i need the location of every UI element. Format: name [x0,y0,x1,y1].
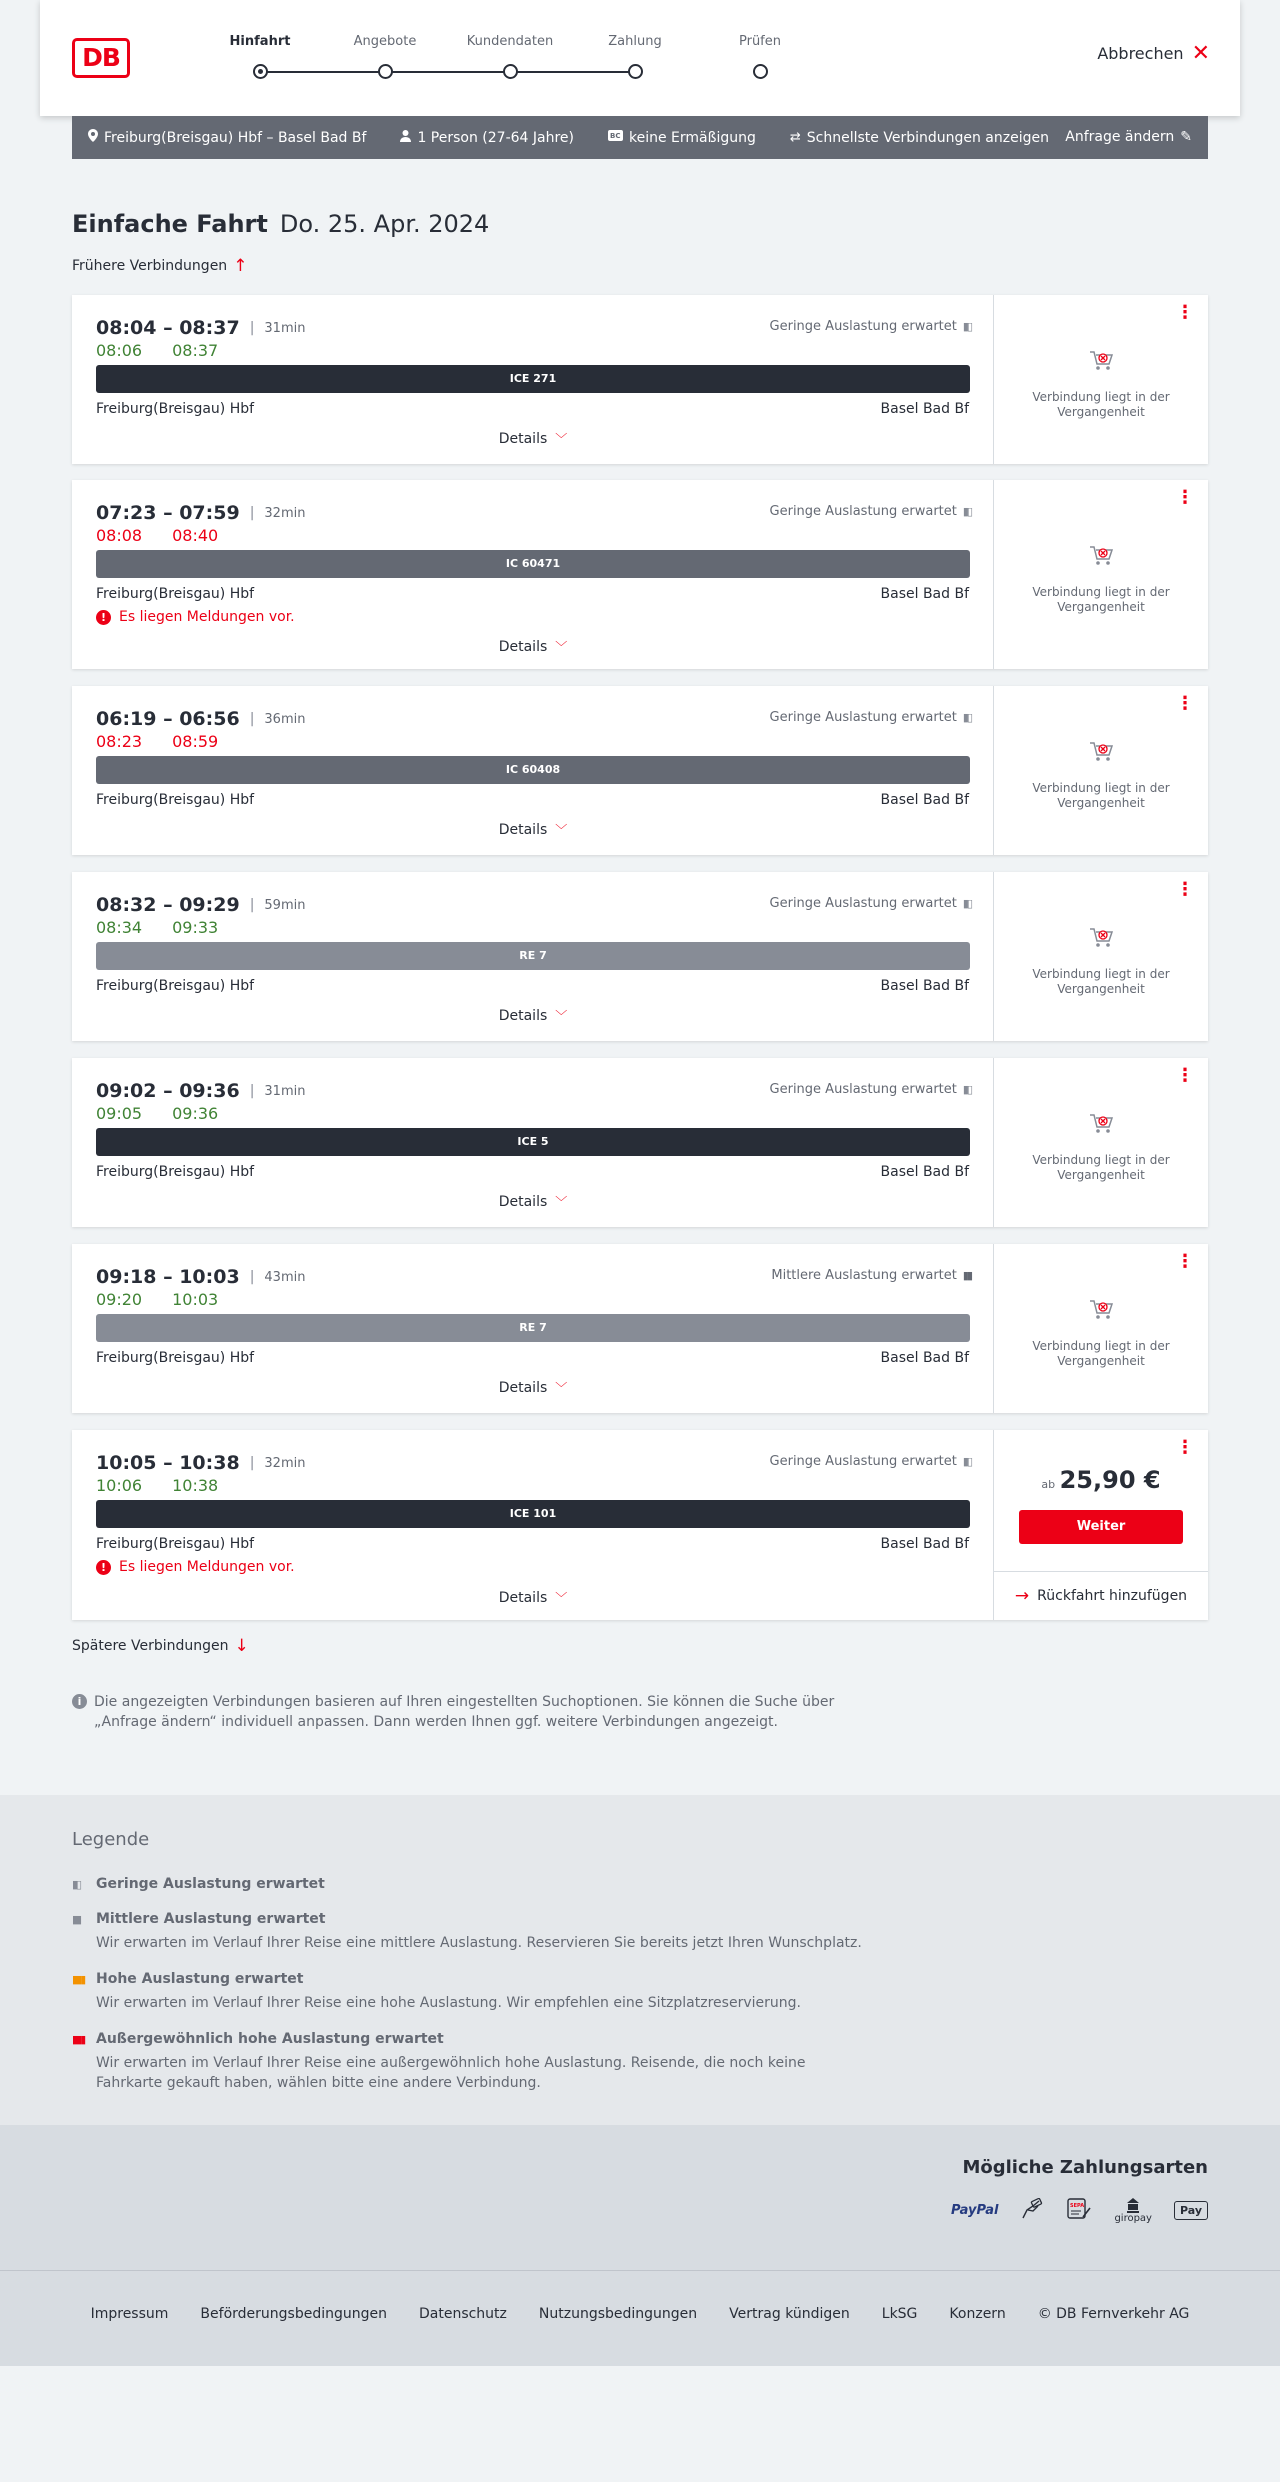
chevron-down-icon: ﹀ [555,823,568,837]
option-text: Schnellste Verbindungen anzeigen [806,129,1049,146]
details-toggle[interactable] [72,430,994,447]
separator: | [249,505,255,521]
details-toggle[interactable] [72,1589,994,1606]
footer-link-nutzungsbedingungen[interactable]: Nutzungsbedingungen [538,2306,698,2322]
occupancy-label: Geringe Auslastung erwartet [769,319,957,334]
change-request-button[interactable] [1065,129,1192,145]
step-label: Angebote [353,34,417,49]
swap-arrows-icon: ⇄ [789,130,801,145]
connection-times [96,1452,305,1474]
legend-item-title: Geringe Auslastung erwartet [96,1876,325,1892]
details-toggle[interactable] [72,821,994,838]
occupancy-low-icon: ▮▯ [962,320,971,333]
occupancy-indicator [770,504,971,519]
occupancy-label: Geringe Auslastung erwartet [769,896,957,911]
connection-main [72,1244,994,1413]
details-label: Details [498,1193,548,1210]
cart-unavailable-icon [1088,349,1114,373]
realtime-arrival: 09:33 [172,918,219,937]
person-icon [400,130,411,146]
step-dot [503,64,518,79]
realtime-departure: 09:20 [96,1290,143,1309]
option-summary [790,130,1049,146]
arrival-station: Basel Bad Bf [880,1350,969,1366]
connection-main [72,1430,994,1620]
svg-text:BC: BC [610,132,621,140]
connection-card[interactable] [72,480,1208,669]
occupancy-indicator [770,710,971,725]
legend-item-text: Wir erwarten im Verlauf Ihrer Reise eine außergewöhnlich hohe Auslastung. Reisende, die noch keine Fahrkarte gekauft haben, wählen bitte eine andere Verbindung. [96,2055,806,2091]
step-kundendaten [460,34,560,52]
cart-unavailable-icon [1088,1112,1114,1136]
past-connection-text: Verbindung liegt in der Vergangenheit [1032,1339,1170,1368]
realtime-times [96,732,218,751]
realtime-arrival: 08:40 [172,526,219,545]
legend-item-title: Hohe Auslastung erwartet [96,1971,304,1987]
separator: | [249,1455,255,1471]
occupancy-low-icon: ▮▯ [72,1877,81,1891]
arrow-up-icon: ↑ [233,256,248,276]
planned-time: 06:19 – 06:56 [96,708,240,730]
arrival-station: Basel Bad Bf [880,586,969,602]
footer-link-vertrag-kuendigen[interactable]: Vertrag kündigen [729,2306,850,2322]
realtime-departure: 10:06 [96,1476,143,1495]
chevron-down-icon: ﹀ [555,1195,568,1209]
step-line [260,71,635,73]
price-display [994,1466,1208,1494]
arrival-station: Basel Bad Bf [880,792,969,808]
pencil-icon: ✎ [1180,129,1192,145]
occupancy-label: Geringe Auslastung erwartet [769,504,957,519]
realtime-times [96,1290,218,1309]
occupancy-label: Mittlere Auslastung erwartet [771,1268,957,1283]
step-angebote [335,34,435,52]
step-zahlung [585,34,685,52]
connection-card[interactable] [72,872,1208,1041]
separator: | [249,711,255,727]
alert-icon: ! [96,1560,111,1575]
realtime-arrival: 09:36 [172,1104,219,1123]
alert-icon: ! [96,610,111,625]
occupancy-low-icon: ▮▯ [962,897,971,910]
cart-unavailable-icon [1088,740,1114,764]
departure-station: Freiburg(Breisgau) Hbf [96,792,255,808]
train-bar: ICE 5 [96,1128,970,1156]
chevron-down-icon: ﹀ [555,640,568,654]
continue-button[interactable]: Weiter [1019,1510,1183,1544]
departure-station: Freiburg(Breisgau) Hbf [96,978,255,994]
realtime-arrival: 08:59 [172,732,219,751]
duration: 31min [264,320,306,336]
realtime-departure: 09:05 [96,1104,143,1123]
occupancy-low-icon: ▮▯ [962,1455,971,1468]
occupancy-indicator [770,1082,971,1097]
giropay-icon [1114,2197,1152,2224]
occupancy-low-icon: ▮▯ [962,505,971,518]
cart-unavailable-icon [1088,926,1114,950]
connection-card[interactable] [72,1244,1208,1413]
earlier-connections-link[interactable] [72,258,247,274]
disruption-text: Es liegen Meldungen vor. [119,1559,295,1575]
connection-main [72,686,994,855]
add-return-trip-button[interactable] [994,1571,1208,1619]
connection-side [994,1244,1208,1413]
arrival-station: Basel Bad Bf [880,1536,969,1552]
planned-time: 09:02 – 09:36 [96,1080,240,1102]
connection-times [96,1266,305,1288]
departure-station: Freiburg(Breisgau) Hbf [96,586,255,602]
details-label: Details [498,821,548,838]
step-dot [628,64,643,79]
step-label: Prüfen [738,34,781,49]
legend-item-title: Außergewöhnlich hohe Auslastung erwartet [96,2031,444,2047]
step-label: Kundendaten [466,34,554,49]
bahncard-icon [608,130,623,145]
price-prefix: ab [1041,1478,1056,1491]
connection-main [72,872,994,1041]
more-options-icon[interactable]: ⋮ [1176,302,1194,323]
legend-item-heading [72,1971,872,1987]
legend-item-high [72,1971,872,2013]
cart-unavailable-icon [1088,1298,1114,1322]
occupancy-indicator [770,319,971,334]
legend-item-title: Mittlere Auslastung erwartet [96,1911,326,1927]
departure-station: Freiburg(Breisgau) Hbf [96,401,255,417]
duration: 32min [264,1455,306,1471]
details-label: Details [498,1007,548,1024]
departure-station: Freiburg(Breisgau) Hbf [96,1350,255,1366]
travellers-text: 1 Person (27-64 Jahre) [417,129,574,146]
chevron-down-icon: ﹀ [555,1009,568,1023]
occupancy-label: Geringe Auslastung erwartet [769,1454,957,1469]
train-bar: IC 60471 [96,550,970,578]
connection-times [96,317,305,339]
header [40,0,1240,116]
separator: | [249,1269,255,1285]
past-connection-text: Verbindung liegt in der Vergangenheit [1032,390,1170,419]
occupancy-exceptional-icon: ▮▮▮ [72,2032,85,2046]
location-pin-icon [88,129,98,146]
footer-link-impressum[interactable]: Impressum [90,2306,169,2322]
planned-time: 09:18 – 10:03 [96,1266,240,1288]
connection-card[interactable] [72,295,1208,464]
later-connections-label: Spätere Verbindungen [72,1638,229,1654]
duration: 36min [264,711,306,727]
details-label: Details [498,430,548,447]
step-dot [753,64,768,79]
realtime-arrival: 10:38 [172,1476,219,1495]
occupancy-indicator [770,1454,971,1469]
payment-methods [951,2197,1208,2224]
connection-main [72,1058,994,1227]
step-pruefen [710,34,810,52]
legend-section [0,1795,1280,2125]
earlier-connections-label: Frühere Verbindungen [72,258,228,274]
connection-times [96,708,305,730]
past-connection-text: Verbindung liegt in der Vergangenheit [1032,585,1170,614]
separator: | [249,320,255,336]
footer-link-datenschutz[interactable]: Datenschutz [418,2306,507,2322]
sepa-icon [1066,2197,1092,2224]
realtime-departure: 08:23 [96,732,143,751]
footer-copyright: © DB Fernverkehr AG [1037,2306,1190,2322]
connection-side [994,1058,1208,1227]
disruption-message[interactable] [96,609,295,625]
duration: 31min [264,1083,306,1099]
more-options-icon[interactable]: ⋮ [1176,1251,1194,1272]
occupancy-label: Geringe Auslastung erwartet [769,1082,957,1097]
train-bar: RE 7 [96,1314,970,1342]
legend-item-text: Wir erwarten im Verlauf Ihrer Reise eine hohe Auslastung. Wir empfehlen eine Sitzplatzreservierung. [96,1995,801,2011]
realtime-times [96,1104,218,1123]
legend-item-text: Wir erwarten im Verlauf Ihrer Reise eine mittlere Auslastung. Reservieren Sie bereits jetzt Ihren Wunschplatz. [96,1935,862,1951]
footer-links [0,2306,1280,2322]
paypal-icon: PayPal [950,2203,999,2218]
occupancy-high-icon: ▮▮▮ [72,1972,85,1986]
details-label: Details [498,1379,548,1396]
occupancy-indicator [770,896,971,911]
duration: 43min [264,1269,306,1285]
planned-time: 07:23 – 07:59 [96,502,240,524]
separator: | [249,1083,255,1099]
arrival-station: Basel Bad Bf [880,401,969,417]
occupancy-low-icon: ▮▯ [962,711,971,724]
chevron-down-icon: ﹀ [555,1381,568,1395]
connection-main [72,295,994,464]
connection-times [96,894,305,916]
step-label: Zahlung [608,34,662,49]
connection-card[interactable] [72,686,1208,855]
connection-side [994,1430,1208,1620]
occupancy-low-icon: ▮▯ [962,1083,971,1096]
trip-type: Einfache Fahrt [72,210,268,238]
step-hinfahrt [210,34,310,52]
page-title [72,210,489,238]
legend-item-low [72,1876,872,1892]
realtime-arrival: 10:03 [172,1290,219,1309]
chevron-down-icon: ﹀ [555,432,568,446]
more-options-icon[interactable]: ⋮ [1176,1065,1194,1086]
close-icon: ✕ [1191,40,1210,66]
discount-summary [608,130,756,146]
connection-side [994,295,1208,464]
connection-card[interactable] [72,1430,1208,1620]
realtime-departure: 08:06 [96,341,143,360]
arrival-station: Basel Bad Bf [880,978,969,994]
footer-link-lksg[interactable]: LkSG [881,2306,918,2322]
later-connections-link[interactable] [72,1638,249,1654]
payment-title: Mögliche Zahlungsarten [962,2157,1208,2178]
connection-times [96,502,305,524]
db-logo[interactable]: DB [72,38,130,78]
arrow-right-icon: → [1014,1585,1030,1606]
past-connection-text: Verbindung liegt in der Vergangenheit [1032,1153,1170,1182]
info-icon: i [72,1694,87,1709]
separator: | [249,897,255,913]
departure-station: Freiburg(Breisgau) Hbf [96,1164,255,1180]
realtime-arrival: 08:37 [172,341,219,360]
more-options-icon[interactable]: ⋮ [1176,487,1194,508]
train-bar: RE 7 [96,942,970,970]
details-label: Details [498,1589,548,1606]
arrival-station: Basel Bad Bf [880,1164,969,1180]
duration: 59min [264,897,306,913]
connection-main [72,480,994,669]
discount-text: keine Ermäßigung [629,129,756,146]
footer-link-konzern[interactable]: Konzern [949,2306,1006,2322]
connection-side [994,872,1208,1041]
cancel-button[interactable] [1097,40,1210,66]
details-toggle[interactable] [72,1007,994,1024]
past-connection-text: Verbindung liegt in der Vergangenheit [1032,967,1170,996]
add-return-trip-label: Rückfahrt hinzufügen [1037,1587,1188,1604]
credit-card-hand-icon [1020,2198,1044,2223]
legend-item-exceptional [72,2031,872,2093]
cart-unavailable-icon [1088,544,1114,568]
details-toggle[interactable] [72,1193,994,1210]
realtime-times [96,1476,218,1495]
cancel-label: Abbrechen [1097,44,1184,63]
step-dot [378,64,393,79]
disruption-text: Es liegen Meldungen vor. [119,609,295,625]
travel-date: Do. 25. Apr. 2024 [279,210,490,238]
legend-item-heading [72,1911,872,1927]
connection-times [96,1080,305,1102]
connection-side [994,686,1208,855]
occupancy-medium-icon: ▮▮ [962,1269,971,1282]
info-text: Die angezeigten Verbindungen basieren auf Ihren eingestellten Suchoptionen. Sie können die Suche über „Anfrage ändern“ individuell anpassen. Dann werden Ihnen ggf. weitere Verbindungen angezeigt. [94,1694,835,1730]
details-label: Details [498,638,548,655]
details-toggle[interactable] [72,638,994,655]
footer [0,2270,1280,2366]
legend-title: Legende [72,1829,150,1850]
progress-steps [210,34,781,84]
payment-section [0,2125,1280,2270]
legend-item-heading [72,2031,872,2047]
price-value: 25,90 € [1059,1466,1161,1494]
details-toggle[interactable] [72,1379,994,1396]
more-options-icon[interactable]: ⋮ [1176,693,1194,714]
travellers-summary [400,130,574,146]
realtime-times [96,918,218,937]
giropay-label: giropay [1114,2213,1152,2224]
realtime-times [96,341,218,360]
footer-link-befoerderungsbedingungen[interactable]: Beförderungsbedingungen [200,2306,387,2322]
step-dot-active [253,64,268,79]
connection-side [994,480,1208,669]
more-options-icon[interactable]: ⋮ [1176,879,1194,900]
train-bar: ICE 271 [96,365,970,393]
apple-pay-label: Pay [1179,2204,1202,2217]
route-text: Freiburg(Breisgau) Hbf – Basel Bad Bf [104,129,367,146]
disruption-message[interactable] [96,1559,295,1575]
occupancy-medium-icon: ▮▮ [72,1912,81,1926]
more-options-icon[interactable]: ⋮ [1176,1437,1194,1458]
legend-item-heading [72,1876,872,1892]
occupancy-label: Geringe Auslastung erwartet [769,710,957,725]
duration: 32min [264,505,306,521]
chevron-down-icon: ﹀ [555,1591,568,1605]
realtime-times [96,526,218,545]
legend-item-medium [72,1911,872,1953]
arrow-down-icon: ↓ [234,1636,249,1656]
train-bar: IC 60408 [96,756,970,784]
train-bar: ICE 101 [96,1500,970,1528]
realtime-departure: 08:34 [96,918,143,937]
sepa-label: SEPA [1070,2203,1085,2209]
search-summary-bar [72,116,1208,159]
step-label: Hinfahrt [229,34,291,49]
occupancy-indicator [771,1268,971,1283]
realtime-departure: 08:08 [96,526,143,545]
route-summary [88,129,366,146]
departure-station: Freiburg(Breisgau) Hbf [96,1536,255,1552]
past-connection-text: Verbindung liegt in der Vergangenheit [1032,781,1170,810]
apple-pay-icon [1174,2201,1208,2220]
search-info-note [72,1692,852,1732]
planned-time: 08:04 – 08:37 [96,317,240,339]
planned-time: 08:32 – 09:29 [96,894,240,916]
planned-time: 10:05 – 10:38 [96,1452,240,1474]
change-request-label: Anfrage ändern [1065,129,1175,145]
connection-card[interactable] [72,1058,1208,1227]
